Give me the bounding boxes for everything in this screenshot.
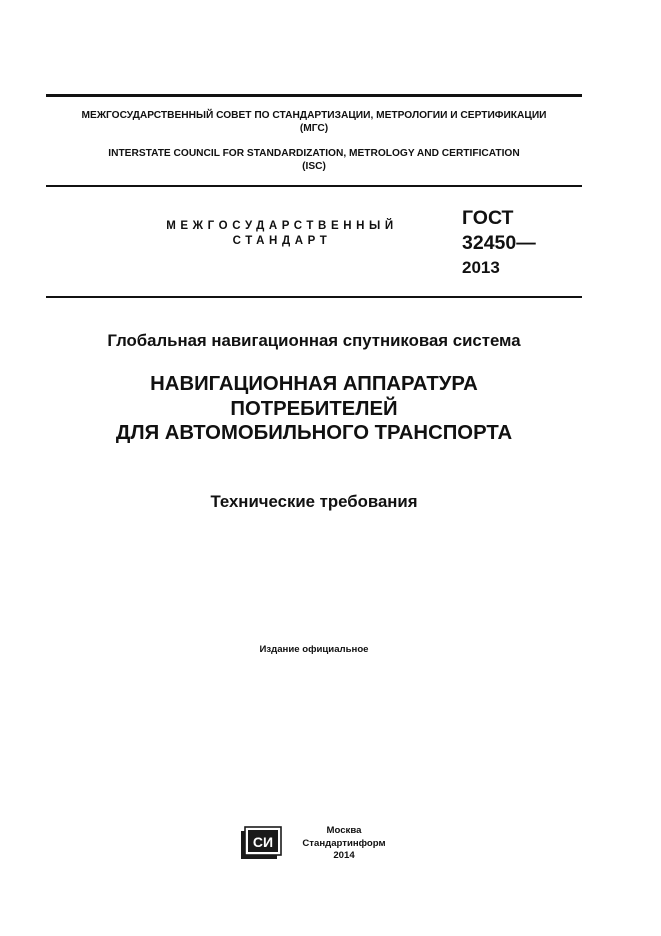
publisher-name: Стандартинформ <box>302 837 386 849</box>
main-title-line2: ПОТРЕБИТЕЛЕЙ <box>230 397 398 420</box>
main-title-line1: НАВИГАЦИОННАЯ АППАРАТУРА <box>150 373 478 395</box>
top-rule <box>46 94 582 97</box>
requirements-title: Технические требования <box>210 492 418 511</box>
council-en-abbr: (ISC) <box>302 161 326 172</box>
standard-type-line1: МЕЖГОСУДАРСТВЕННЫЙ <box>166 220 398 232</box>
publisher-city: Москва <box>326 825 362 836</box>
publisher-block <box>292 825 396 863</box>
bottom-rule <box>46 296 582 298</box>
council-ru-abbr: (МГС) <box>299 123 329 134</box>
council-en <box>46 147 582 173</box>
system-title: Глобальная навигационная спутниковая система <box>107 331 521 350</box>
council-ru <box>46 109 582 135</box>
council-ru-name: МЕЖГОСУДАРСТВЕННЫЙ СОВЕТ ПО СТАНДАРТИЗАЦИИ, МЕТРОЛОГИИ И СЕРТИФИКАЦИИ <box>81 110 547 121</box>
main-title <box>46 372 582 446</box>
publisher-year: 2014 <box>333 850 355 861</box>
gost-number: 32450— <box>462 232 536 254</box>
main-title-line3: ДЛЯ АВТОМОБИЛЬНОГО ТРАНСПОРТА <box>115 422 513 444</box>
standard-type-line2: СТАНДАРТ <box>232 235 332 247</box>
council-en-name: INTERSTATE COUNCIL FOR STANDARDIZATION, METROLOGY AND CERTIFICATION <box>108 148 520 159</box>
logo-text: СИ <box>252 834 274 850</box>
gost-year: 2013 <box>462 258 500 277</box>
edition-label: Издание официальное <box>259 644 369 655</box>
gost-label: ГОСТ <box>462 207 514 229</box>
middle-rule <box>46 185 582 187</box>
standartinform-logo <box>240 826 282 860</box>
